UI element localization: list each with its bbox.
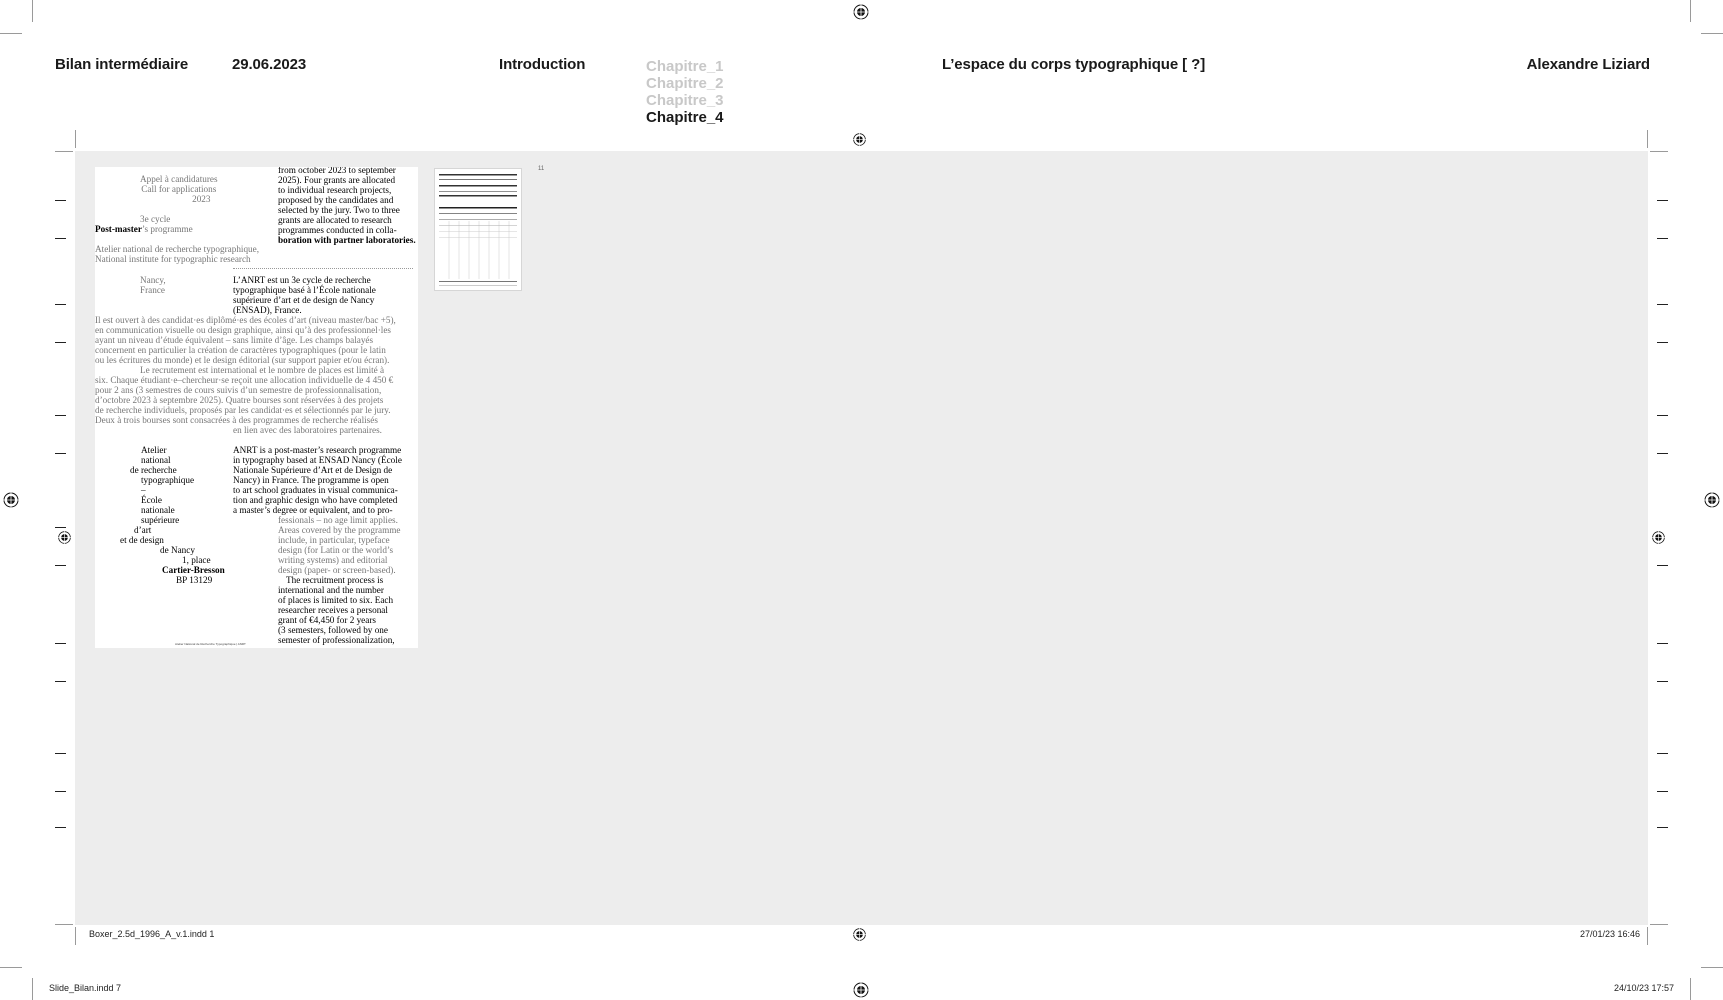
tick-mark	[55, 681, 66, 682]
slide-subject: L’espace du corps typographique [ ?]	[942, 56, 1206, 73]
thumbnail-page-number: 11	[538, 166, 545, 172]
registration-mark-icon	[852, 981, 870, 999]
tick-mark	[1657, 827, 1668, 828]
slide-title: Bilan intermédiaire	[55, 56, 189, 73]
indd-file-label: Boxer_2.5d_1996_A_v.1.indd 1	[89, 929, 215, 939]
crop-mark	[1701, 967, 1723, 968]
tick-mark	[1657, 791, 1668, 792]
tick-mark	[1657, 415, 1668, 416]
tick-mark	[55, 827, 66, 828]
nav-chapter-3[interactable]: Chapitre_3	[646, 92, 724, 109]
tick-mark	[1657, 342, 1668, 343]
poster-page[interactable]	[95, 167, 418, 648]
slide-author: Alexandre Liziard	[1526, 56, 1650, 73]
crop-mark	[32, 0, 33, 22]
crop-mark	[75, 130, 76, 148]
slide-datetime: 24/10/23 17:57	[1614, 983, 1675, 993]
registration-mark-icon	[57, 530, 72, 545]
registration-mark-icon	[852, 132, 867, 147]
tick-mark	[1657, 238, 1668, 239]
crop-mark	[1690, 0, 1691, 22]
tick-mark	[55, 453, 66, 454]
poster-city: Nancy, France	[140, 275, 166, 295]
crop-mark	[1650, 151, 1668, 152]
poster-rule	[233, 268, 413, 270]
chapter-list	[646, 58, 724, 126]
nav-introduction[interactable]: Introduction	[499, 56, 586, 73]
indd-datetime: 27/01/23 16:46	[1580, 929, 1641, 939]
tick-mark	[1657, 753, 1668, 754]
tick-mark	[55, 238, 66, 239]
registration-mark-icon	[1651, 530, 1666, 545]
registration-mark-icon	[2, 491, 20, 509]
registration-mark-icon	[852, 927, 867, 942]
thumbnail-preview	[435, 169, 521, 290]
registration-mark-icon	[852, 3, 870, 21]
poster-address: Atelier national de recherche typographique – École nationale supérieure d’art et de design de Nancy 1, place Cartier-Bresson BP 13129	[120, 445, 225, 585]
tick-mark	[55, 643, 66, 644]
tick-mark	[1657, 200, 1668, 201]
poster-anrt-en: ANRT is a post-master’s research programme in typography based at ENSAD Nancy (École Nationale Supérieure d’Art et de Design de Nancy) in France. The programme is open to art school graduates in visual communica- tion and graphic design who have completed a master’s degree or equivalent, and to pro-	[233, 445, 402, 515]
crop-mark	[1647, 927, 1648, 945]
tick-mark	[55, 342, 66, 343]
poster-call-block: Appel à candidatures Call for applications 2023	[140, 174, 218, 204]
thumbnail-page[interactable]	[434, 168, 522, 291]
tick-mark	[1657, 565, 1668, 566]
poster-body-en: fessionals – no age limit applies. Areas covered by the programme include, in particular, typeface design (for Latin or the world’s writing systems) and editorial design (paper- or screen-based). The recruitment process is international and the number of places is limited to six. Each researcher receives a personal grant of €4,450 for 2 years (3 semesters, followed by one semester of professionalization,	[278, 515, 401, 645]
slide-date: 29.06.2023	[232, 56, 307, 73]
poster-footer-line: Atelier National de Recherche Typographique | ANRT	[175, 642, 246, 646]
registration-mark-icon	[1703, 491, 1721, 509]
tick-mark	[55, 304, 66, 305]
tick-mark	[55, 791, 66, 792]
tick-mark	[1657, 643, 1668, 644]
crop-mark	[0, 33, 22, 34]
tick-mark	[55, 415, 66, 416]
poster-right-top: from october 2023 to september 2025). Four grants are allocated to individual research projects, proposed by the candidates and selected by the jury. Two to three grants are allocated to research programmes conducted in colla- boration with partner laboratories.	[278, 167, 416, 245]
tick-mark	[1657, 304, 1668, 305]
crop-mark	[1701, 33, 1723, 34]
crop-mark	[55, 151, 73, 152]
tick-mark	[55, 527, 66, 528]
poster-anrt-fr: L’ANRT est un 3e cycle de recherche typographique basé à l’École nationale supérieure d’art et de design de Nancy (ENSAD), France.	[233, 275, 376, 315]
tick-mark	[55, 753, 66, 754]
tick-mark	[1657, 453, 1668, 454]
crop-mark	[55, 924, 73, 925]
crop-mark	[32, 978, 33, 1000]
crop-mark	[1650, 924, 1668, 925]
poster-body-fr: Il est ouvert à des candidat·es diplômé·es des écoles d’art (niveau master/bac +5), en communication visuelle ou design graphique, ainsi qu’à des professionnel·les ayant un niveau d’étude équivalent – sans limite d’âge. Les champs balayés concernent en particulier la création de caractères typographiques (pour le latin ou les écritures du monde) et le design éditorial (sur support papier et/ou écran). Le recrutement est international et le nombre de places est limité à six. Chaque étudiant·e–chercheur·se reçoit une allocation individuelle de 4 450 € pour 2 ans (3 semestres de cours suivis d’un semestre de professionnalisation, d’octobre 2023 à septembre 2025). Quatre bourses sont réservées à des projets de recherche individuels, proposés par les candidat·es et sélectionnés par le jury. Deux à trois bourses sont consacrées à des programmes de recherche réalisés en lien avec des laboratoires partenaires.	[95, 315, 396, 435]
crop-mark	[1690, 978, 1691, 1000]
poster-cycle: 3e cycle	[140, 214, 171, 224]
tick-mark	[55, 200, 66, 201]
crop-mark	[75, 927, 76, 945]
poster-post-master: Post-master’s programme	[95, 224, 193, 234]
nav-chapter-1[interactable]: Chapitre_1	[646, 58, 724, 75]
poster-atelier-en: National institute for typographic research	[95, 254, 251, 264]
tick-mark	[1657, 681, 1668, 682]
nav-chapter-4[interactable]: Chapitre_4	[646, 109, 724, 126]
crop-mark	[0, 967, 22, 968]
poster-atelier-fr: Atelier national de recherche typographique,	[95, 244, 260, 254]
slide-file-label: Slide_Bilan.indd 7	[49, 983, 122, 993]
crop-mark	[1647, 130, 1648, 148]
nav-chapter-2[interactable]: Chapitre_2	[646, 75, 724, 92]
tick-mark	[55, 565, 66, 566]
